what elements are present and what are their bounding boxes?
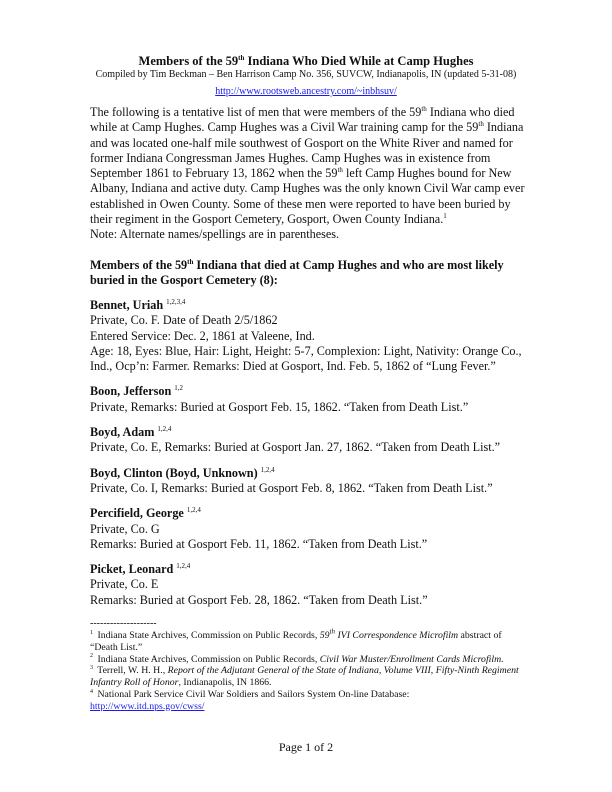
soldier-heading — [90, 384, 530, 399]
footnote-4: $^4$ National Park Service Civil War Soldiers and Sailors System On-line Database: http://www.itd.nps.gov/cwss/ — [90, 688, 410, 712]
nps-database-link[interactable]: http://www.itd.nps.gov/cwss/ — [90, 700, 205, 712]
soldier-name: Bennet, Uriah — [90, 298, 164, 312]
document-header — [0, 54, 612, 99]
source-refs: 1,2 — [174, 384, 183, 393]
footnote-rule: -------------------- — [90, 618, 157, 629]
footnote-3: $^3$ Terrell, W. H. H., Report of the Adjutant General of the State of Indiana, Volume VIII, Fifty-Ninth Regiment Infantry Roll of Honor, Indianapolis, IN 1866. — [90, 665, 519, 689]
source-refs: 1,2,3,4 — [166, 297, 186, 306]
soldier-name: Percifield, George — [90, 506, 184, 521]
soldier-entry — [90, 425, 530, 456]
source-refs: 1,2,4 — [176, 562, 191, 571]
soldier-entry — [90, 466, 530, 497]
soldier-detail: Age: 18, Eyes: Blue, Hair: Light, Height: 5-7, Complexion: Light, Nativity: Orange Co., Ind., Ocp’n: Farmer. Remarks: Died at Gosport, Ind. Feb. 5, 1862 of “Lung Fever.” — [90, 343, 522, 374]
soldier-list — [90, 298, 530, 618]
soldier-entry — [90, 562, 530, 608]
intro-paragraph: The following is a tentative list of men that were members of the 59th Indiana who died while at Camp Hughes. Camp Hughes was a Civil War training camp for the 59th Indiana and was located one-half mile southwest of Gosport on the White River and named for former Indiana Congressman James Hughes. Camp Hughes was in existence from September 1861 to February 13, 1862 when the 59th left Camp Hughes bound for New Albany, Indiana and active duty. Camp Hughes was the only known Civil War camp ever established in Owen County. Some of these men were reported to have been buried by their regiment in the Gosport Cemetery, Gosport, Owen County Indiana.$^1$ — [90, 104, 525, 227]
camp-website-link[interactable]: http://www.rootsweb.ancestry.com/~inbhsuv/ — [215, 86, 397, 97]
section-heading: Members of the 59th Indiana that died at Camp Hughes and who are most likely buried in the Gosport Cemetery (8): — [90, 257, 504, 288]
soldier-name: Boyd, Adam — [90, 425, 155, 440]
footnote-1: $^1$ Indiana State Archives, Commission on Public Records, 59th IVI Correspondence Microfilm abstract of “Death List.” — [90, 627, 502, 653]
soldier-entry — [90, 506, 530, 552]
footnote-ref: 1 — [443, 212, 447, 221]
soldier-heading — [90, 425, 530, 440]
soldier-heading — [90, 506, 530, 521]
soldier-entry — [90, 298, 530, 374]
soldier-detail: Entered Service: Dec. 2, 1861 at Valeene, Ind. — [90, 328, 315, 343]
soldier-detail: Private, Co. G — [90, 521, 160, 536]
soldier-detail: Private, Co. E — [90, 577, 159, 592]
soldier-detail: Private, Co. F. Date of Death 2/5/1862 — [90, 313, 278, 328]
soldier-name: Boyd, Clinton (Boyd, Unknown) — [90, 465, 258, 480]
soldier-name: Boon, Jefferson — [90, 384, 172, 399]
soldier-detail: Remarks: Buried at Gosport Feb. 28, 1862. “Taken from Death List.” — [90, 592, 428, 607]
document-subtitle: Compiled by Tim Beckman – Ben Harrison Camp No. 356, SUVCW, Indianapolis, IN (updated 5-31-08) — [95, 69, 517, 80]
footnotes — [90, 627, 530, 713]
soldier-detail: Private, Co. E, Remarks: Buried at Gosport Jan. 27, 1862. “Taken from Death List.” — [90, 440, 501, 455]
source-refs: 1,2,4 — [186, 506, 201, 515]
soldier-detail: Private, Remarks: Buried at Gosport Feb. 15, 1862. “Taken from Death List.” — [90, 399, 469, 414]
intro-note: Note: Alternate names/spellings are in parentheses. — [90, 227, 340, 242]
soldier-name: Picket, Leonard — [90, 562, 174, 577]
source-refs: 1,2,4 — [157, 425, 172, 434]
soldier-heading — [90, 298, 530, 313]
soldier-heading — [90, 466, 530, 481]
intro-text — [90, 105, 530, 243]
soldier-detail: Remarks: Buried at Gosport Feb. 11, 1862. “Taken from Death List.” — [90, 536, 428, 551]
source-refs: 1,2,4 — [260, 465, 275, 474]
document-title: Members of the 59th Indiana Who Died While at Camp Hughes — [138, 53, 474, 68]
soldier-detail: Private, Co. I, Remarks: Buried at Gosport Feb. 8, 1862. “Taken from Death List.” — [90, 480, 493, 495]
page-number: Page 1 of 2 — [278, 740, 334, 754]
soldier-heading — [90, 562, 530, 577]
footnote-2: $^2$ Indiana State Archives, Commission on Public Records, Civil War Muster/Enrollment Cards Microfilm. — [90, 653, 504, 665]
soldier-entry — [90, 384, 530, 415]
